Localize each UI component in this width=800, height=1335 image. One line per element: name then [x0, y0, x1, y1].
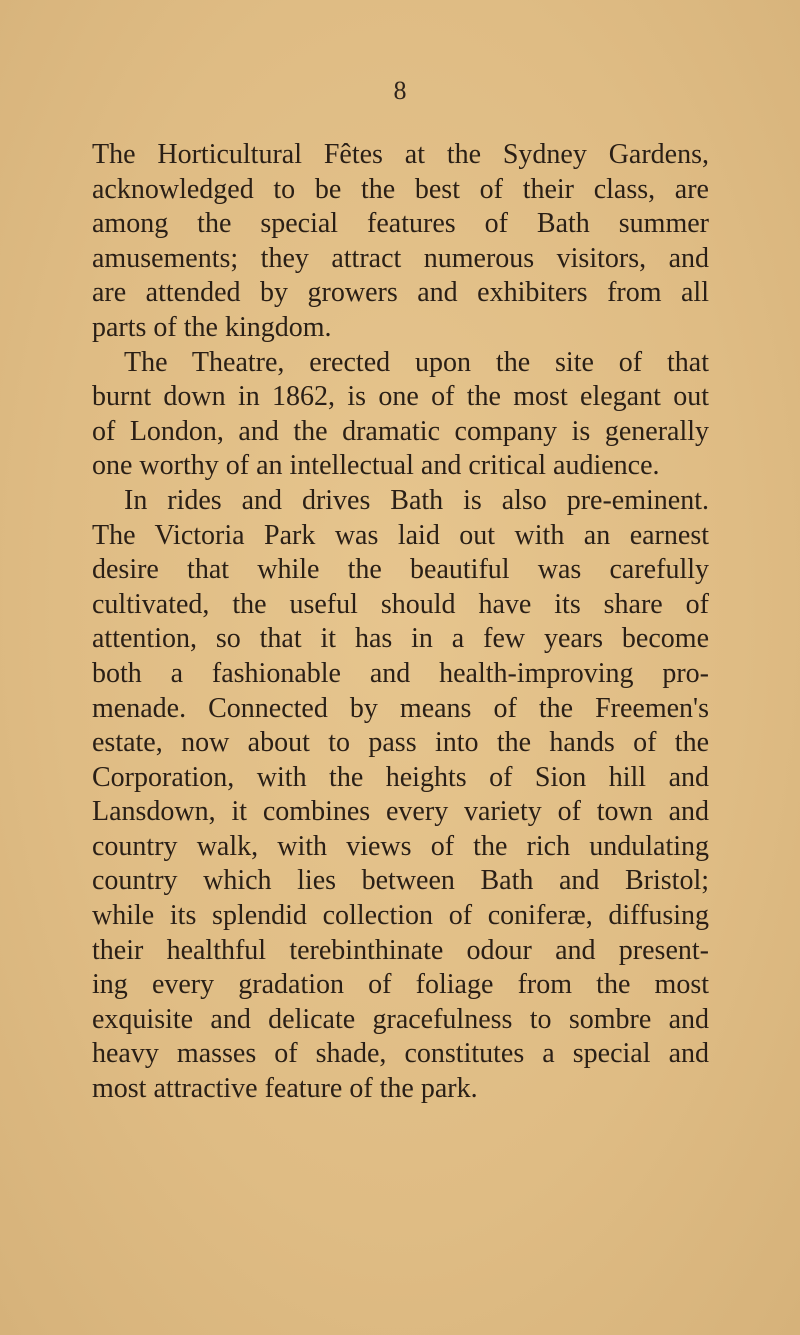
body-text	[92, 138, 709, 1107]
text-line: of London, and the dramatic company is generally	[92, 415, 709, 447]
text-line: The Horticultural Fêtes at the Sydney Gardens,	[92, 139, 709, 170]
text-line: amusements; they attract numerous visitors, and	[92, 242, 709, 274]
text-line: Lansdown, it combines every variety of town and	[92, 796, 709, 828]
text-line: are attended by growers and exhibiters from all	[92, 277, 709, 309]
text-line: menade. Connected by means of the Freemen's	[92, 692, 709, 724]
text-line: one worthy of an intellectual and critical audience.	[92, 450, 660, 482]
text-line: cultivated, the useful should have its share of	[92, 588, 709, 620]
text-line: their healthful terebinthinate odour and present-	[92, 934, 709, 966]
text-line: acknowledged to be the best of their class, are	[92, 173, 709, 205]
text-line: country walk, with views of the rich undulating	[92, 830, 709, 862]
text-line: most attractive feature of the park.	[92, 1073, 478, 1105]
text-line: desire that while the beautiful was carefully	[92, 554, 709, 586]
text-line: ing every gradation of foliage from the most	[92, 969, 709, 1001]
text-line: both a fashionable and health-improving pro-	[92, 657, 709, 689]
text-line: country which lies between Bath and Bristol;	[92, 865, 709, 897]
text-line: heavy masses of shade, constitutes a special and	[92, 1038, 709, 1070]
text-line: The Victoria Park was laid out with an earnest	[92, 519, 709, 551]
text-line: exquisite and delicate gracefulness to sombre and	[92, 1003, 709, 1035]
text-line: estate, now about to pass into the hands of the	[92, 727, 709, 759]
text-line: Corporation, with the heights of Sion hill and	[92, 761, 709, 793]
text-line: In rides and drives Bath is also pre-eminent.	[124, 484, 709, 516]
text-line: attention, so that it has in a few years become	[92, 623, 709, 655]
page-number: 8	[393, 76, 407, 105]
text-line: parts of the kingdom.	[92, 311, 332, 343]
text-line: burnt down in 1862, is one of the most elegant out	[92, 381, 709, 413]
text-line: The Theatre, erected upon the site of that	[124, 346, 709, 378]
text-line: while its splendid collection of coniferæ, diffusing	[92, 900, 709, 932]
text-line: among the special features of Bath summer	[92, 208, 709, 240]
